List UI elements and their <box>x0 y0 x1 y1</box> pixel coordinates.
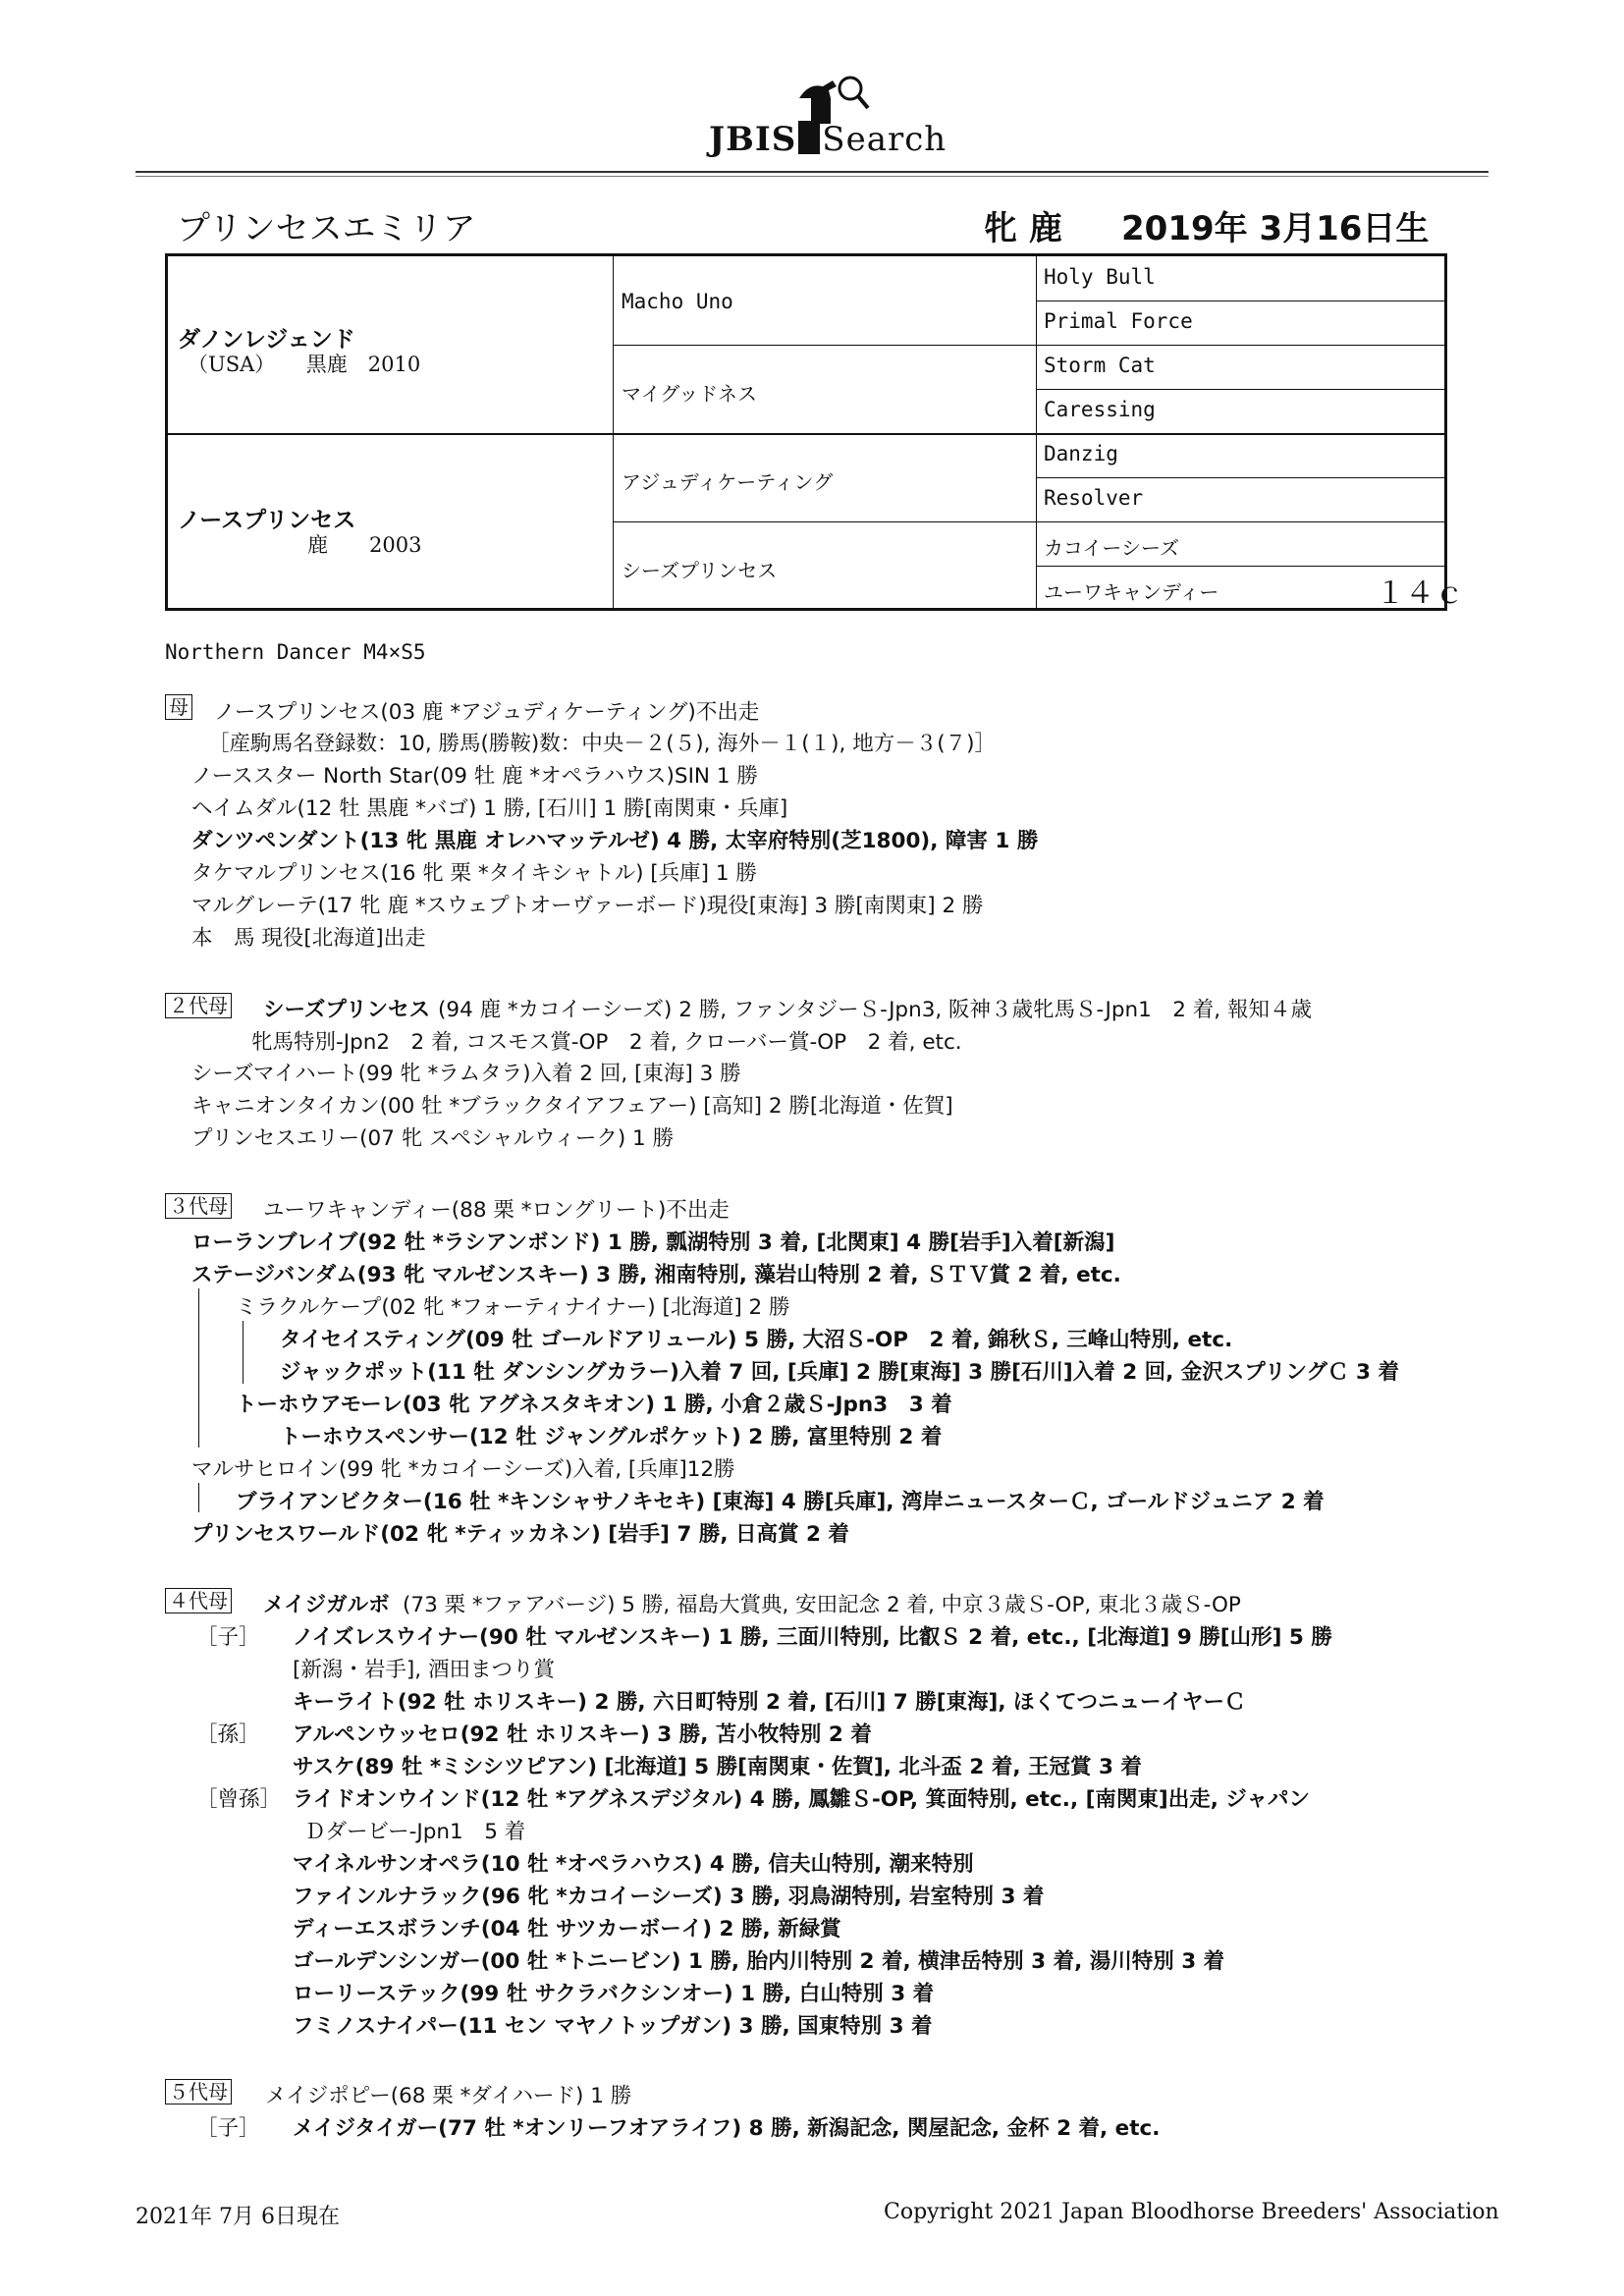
horse-sex-color: 牝 鹿 <box>984 209 1062 248</box>
g3-2: Primal Force <box>1044 309 1193 333</box>
dam-name: ノースプリンセス <box>178 508 356 533</box>
section-tag: ４代母 <box>165 1588 232 1613</box>
relation-label-great-grandchild: ［曾孫］ <box>196 1787 282 1812</box>
list-item: ダンツペンダント(13 牝 黒鹿 オレハマッテルゼ) 4 勝, 太宰府特別(芝1800), 障害 1 勝 <box>191 829 1039 853</box>
g3-3: Storm Cat <box>1044 354 1156 377</box>
progeny-summary: ［産駒馬名登録数：10, 勝馬(勝鞍)数：中央－２(５), 海外－１(１), 地方－３(７)］ <box>208 732 996 756</box>
list-item: プリンセスワールド(02 牝 *ティッカネン) [岩手] 7 勝, 日高賞 2 着 <box>191 1522 849 1547</box>
section-head-name: シーズプリンセス <box>263 998 431 1022</box>
g3-6: Resolver <box>1044 486 1144 510</box>
list-item: キーライト(92 牡 ホリスキー) 2 勝, 六日町特別 2 着, [石川] 7 勝[東海], ほくてつニューイヤーＣ <box>293 1690 1246 1715</box>
list-item: ノイズレスウイナー(90 牡 マルゼンスキー) 1 勝, 三面川特別, 比叡Ｓ 2 着, etc., [北海道] 9 勝[山形] 5 勝 <box>293 1625 1332 1650</box>
inbreeding-note: Northern Dancer M4×S5 <box>165 640 426 664</box>
list-item: ローランブレイブ(92 牡 *ラシアンボンド) 1 勝, 瓢湖特別 3 着, [北関東] 4 勝[岩手]入着[新潟] <box>191 1230 1115 1255</box>
horse-magnifier-icon <box>789 69 878 128</box>
family-number: １４ｃ <box>1376 576 1464 611</box>
row-divider-main <box>168 433 1444 435</box>
list-item: キャニオンタイカン(00 牡 *ブラックタイアフェアー) [高知] 2 勝[北海道・佐賀] <box>191 1094 953 1119</box>
list-item: マルサヒロイン(99 牝 *カコイーシーズ)入着, [兵庫]12勝 <box>191 1457 735 1482</box>
g3-8: ユーワキャンディー <box>1044 580 1219 604</box>
list-item: トーホウアモーレ(03 牝 アグネスタキオン) 1 勝, 小倉２歳Ｓ-Jpn3 3 着 <box>236 1393 952 1417</box>
section-head: メイジポピー(68 栗 *ダイハード) 1 勝 <box>265 2084 632 2108</box>
list-item: ヘイムダル(12 牡 黒鹿 *バゴ) 1 勝, [石川] 1 勝[南関東・兵庫] <box>191 796 788 821</box>
logo-bar <box>798 121 820 154</box>
tree-bar <box>198 1288 199 1448</box>
section-tag: ３代母 <box>165 1193 232 1219</box>
list-item: トーホウスペンサー(12 牡 ジャングルポケット) 2 勝, 富里特別 2 着 <box>280 1425 943 1449</box>
dam-detail: 鹿 2003 <box>307 533 422 557</box>
section-head-cont: 牝馬特別-Jpn2 2 着, コスモス賞-OP 2 着, クローバー賞-OP 2 着, etc. <box>251 1030 962 1055</box>
pedigree-table <box>165 253 1464 611</box>
section-head-name: メイジガルボ <box>263 1593 390 1617</box>
list-item: タケマルプリンセス(16 牝 栗 *タイキシャトル) [兵庫] 1 勝 <box>191 861 757 886</box>
list-item: ライドオンウインド(12 牡 *アグネスデジタル) 4 勝, 鳳雛Ｓ-OP, 箕面特別, etc., [南関東]出走, ジャパン <box>293 1787 1310 1812</box>
list-item: ミラクルケープ(02 牝 *フォーティナイナー) [北海道] 2 勝 <box>236 1295 790 1320</box>
list-item: マルグレーテ(17 牝 鹿 *スウェプトオーヴァーボード)現役[東海] 3 勝[南関東] 2 勝 <box>191 894 984 918</box>
jbis-search-logo <box>709 69 945 163</box>
list-item: フミノスナイパー(11 セン マヤノトップガン) 3 勝, 国東特別 3 着 <box>293 2014 933 2039</box>
section-head: ユーワキャンディー(88 栗 *ロングリート)不出走 <box>263 1198 730 1223</box>
g3-1: Holy Bull <box>1044 265 1156 289</box>
relation-label-child: ［子］ <box>196 2116 260 2141</box>
list-item: マイネルサンオペラ(10 牡 *オペラハウス) 4 勝, 信夫山特別, 潮来特別 <box>293 1852 974 1877</box>
dam-dam: シーズプリンセス <box>622 559 778 582</box>
list-item: プリンセスエリー(07 牝 スペシャルウィーク) 1 勝 <box>191 1126 675 1151</box>
sire-sire: Macho Uno <box>622 290 733 313</box>
horse-name: プリンセスエミリア <box>177 209 476 248</box>
list-item: ゴールデンシンガー(00 牡 *トニービン) 1 勝, 胎内川特別 2 着, 横津岳特別 3 着, 湯川特別 3 着 <box>293 1949 1225 1974</box>
relation-label-child: ［子］ <box>196 1625 260 1650</box>
list-item: タイセイスティング(09 牡 ゴールドアリュール) 5 勝, 大沼Ｓ-OP 2 着, 錦秋Ｓ, 三峰山特別, etc. <box>280 1328 1233 1352</box>
list-item: ローリーステック(99 牡 サクラバクシンオー) 1 勝, 白山特別 3 着 <box>293 1982 935 2006</box>
footer-copyright: Copyright 2021 Japan Bloodhorse Breeders' Association <box>884 2200 1499 2224</box>
g3-7: カコイーシーズ <box>1044 536 1179 560</box>
list-item: ディーエスボランチ(04 牡 サツカーボーイ) 2 勝, 新緑賞 <box>293 1917 841 1941</box>
row-divider-g3-4 <box>1036 566 1444 567</box>
row-divider-g3-2 <box>1036 389 1444 390</box>
section-tag: ２代母 <box>165 993 232 1018</box>
horse-birth-date: 2019年 3月16日生 <box>1121 209 1430 248</box>
tree-bar <box>243 1321 244 1384</box>
section-head: ノースプリンセス(03 鹿 *アジュディケーティング)不出走 <box>214 700 760 725</box>
logo-search: Search <box>822 120 947 159</box>
list-item: ステージバンダム(93 牝 マルゼンスキー) 3 勝, 湘南特別, 藻岩山特別 2 着, ＳＴＶ賞 2 着, etc. <box>191 1263 1121 1287</box>
header-rule <box>135 171 1489 173</box>
list-item: ブライアンビクター(16 牡 *キンシャサノキセキ) [東海] 4 勝[兵庫], 湾岸ニュースターＣ, ゴールドジュニア 2 着 <box>236 1490 1325 1514</box>
g3-4: Caressing <box>1044 398 1156 421</box>
list-item: メイジタイガー(77 牡 *オンリーフオアライフ) 8 勝, 新潟記念, 関屋記念, 金杯 2 着, etc. <box>293 2116 1161 2141</box>
section-head: (73 栗 *ファアバージ) 5 勝, 福島大賞典, 安田記念 2 着, 中京３歳Ｓ-OP, 東北３歳Ｓ-OP <box>403 1593 1241 1617</box>
list-item: 本 馬 現役[北海道]出走 <box>191 926 426 951</box>
row-divider-g3-3 <box>1036 477 1444 478</box>
list-item-cont: Ｄダービー-Jpn1 5 着 <box>304 1820 526 1844</box>
col-divider-2 <box>1036 256 1037 608</box>
relation-label-grandchild: ［孫］ <box>196 1722 260 1747</box>
list-item: シーズマイハート(99 牝 *ラムタラ)入着 2 回, [東海] 3 勝 <box>191 1062 741 1086</box>
header-rule-thin <box>135 176 1489 177</box>
dam-sire: アジュディケーティング <box>622 470 834 494</box>
col-divider-1 <box>613 256 614 608</box>
list-item-cont: [新潟・岩手], 酒田まつり賞 <box>293 1658 555 1682</box>
logo-text <box>709 120 947 159</box>
sire-detail: （USA） 黒鹿 2010 <box>188 353 421 376</box>
list-item: サスケ(89 牡 *ミシシツピアン) [北海道] 5 勝[南関東・佐賀], 北斗盃 2 着, 王冠賞 3 着 <box>293 1755 1142 1779</box>
logo-jbis: JBIS <box>709 120 797 159</box>
list-item: アルペンウッセロ(92 牡 ホリスキー) 3 勝, 苫小牧特別 2 着 <box>293 1722 872 1747</box>
section-tag: 母 <box>165 694 192 720</box>
sire-name: ダノンレジェンド <box>178 327 355 353</box>
sire-dam: マイグッドネス <box>622 382 757 406</box>
section-head: (94 鹿 *カコイーシーズ) 2 勝, ファンタジーＳ-Jpn3, 阪神３歳牝馬Ｓ-Jpn1 2 着, 報知４歳 <box>438 998 1312 1022</box>
section-tag: ５代母 <box>165 2079 232 2105</box>
list-item: ノーススター North Star(09 牡 鹿 *オペラハウス)SIN 1 勝 <box>191 764 758 789</box>
tree-bar <box>198 1483 199 1512</box>
row-divider-g2a <box>613 345 1444 346</box>
row-divider-g2b <box>613 521 1444 522</box>
footer-date: 2021年 7月 6日現在 <box>135 2205 340 2229</box>
g3-5: Danzig <box>1044 442 1118 465</box>
list-item: ジャックポット(11 牡 ダンシングカラー)入着 7 回, [兵庫] 2 勝[東海] 3 勝[石川]入着 2 回, 金沢スプリングＣ 3 着 <box>280 1360 1399 1385</box>
list-item: ファインルナラック(96 牝 *カコイーシーズ) 3 勝, 羽鳥湖特別, 岩室特別 3 着 <box>293 1885 1045 1909</box>
